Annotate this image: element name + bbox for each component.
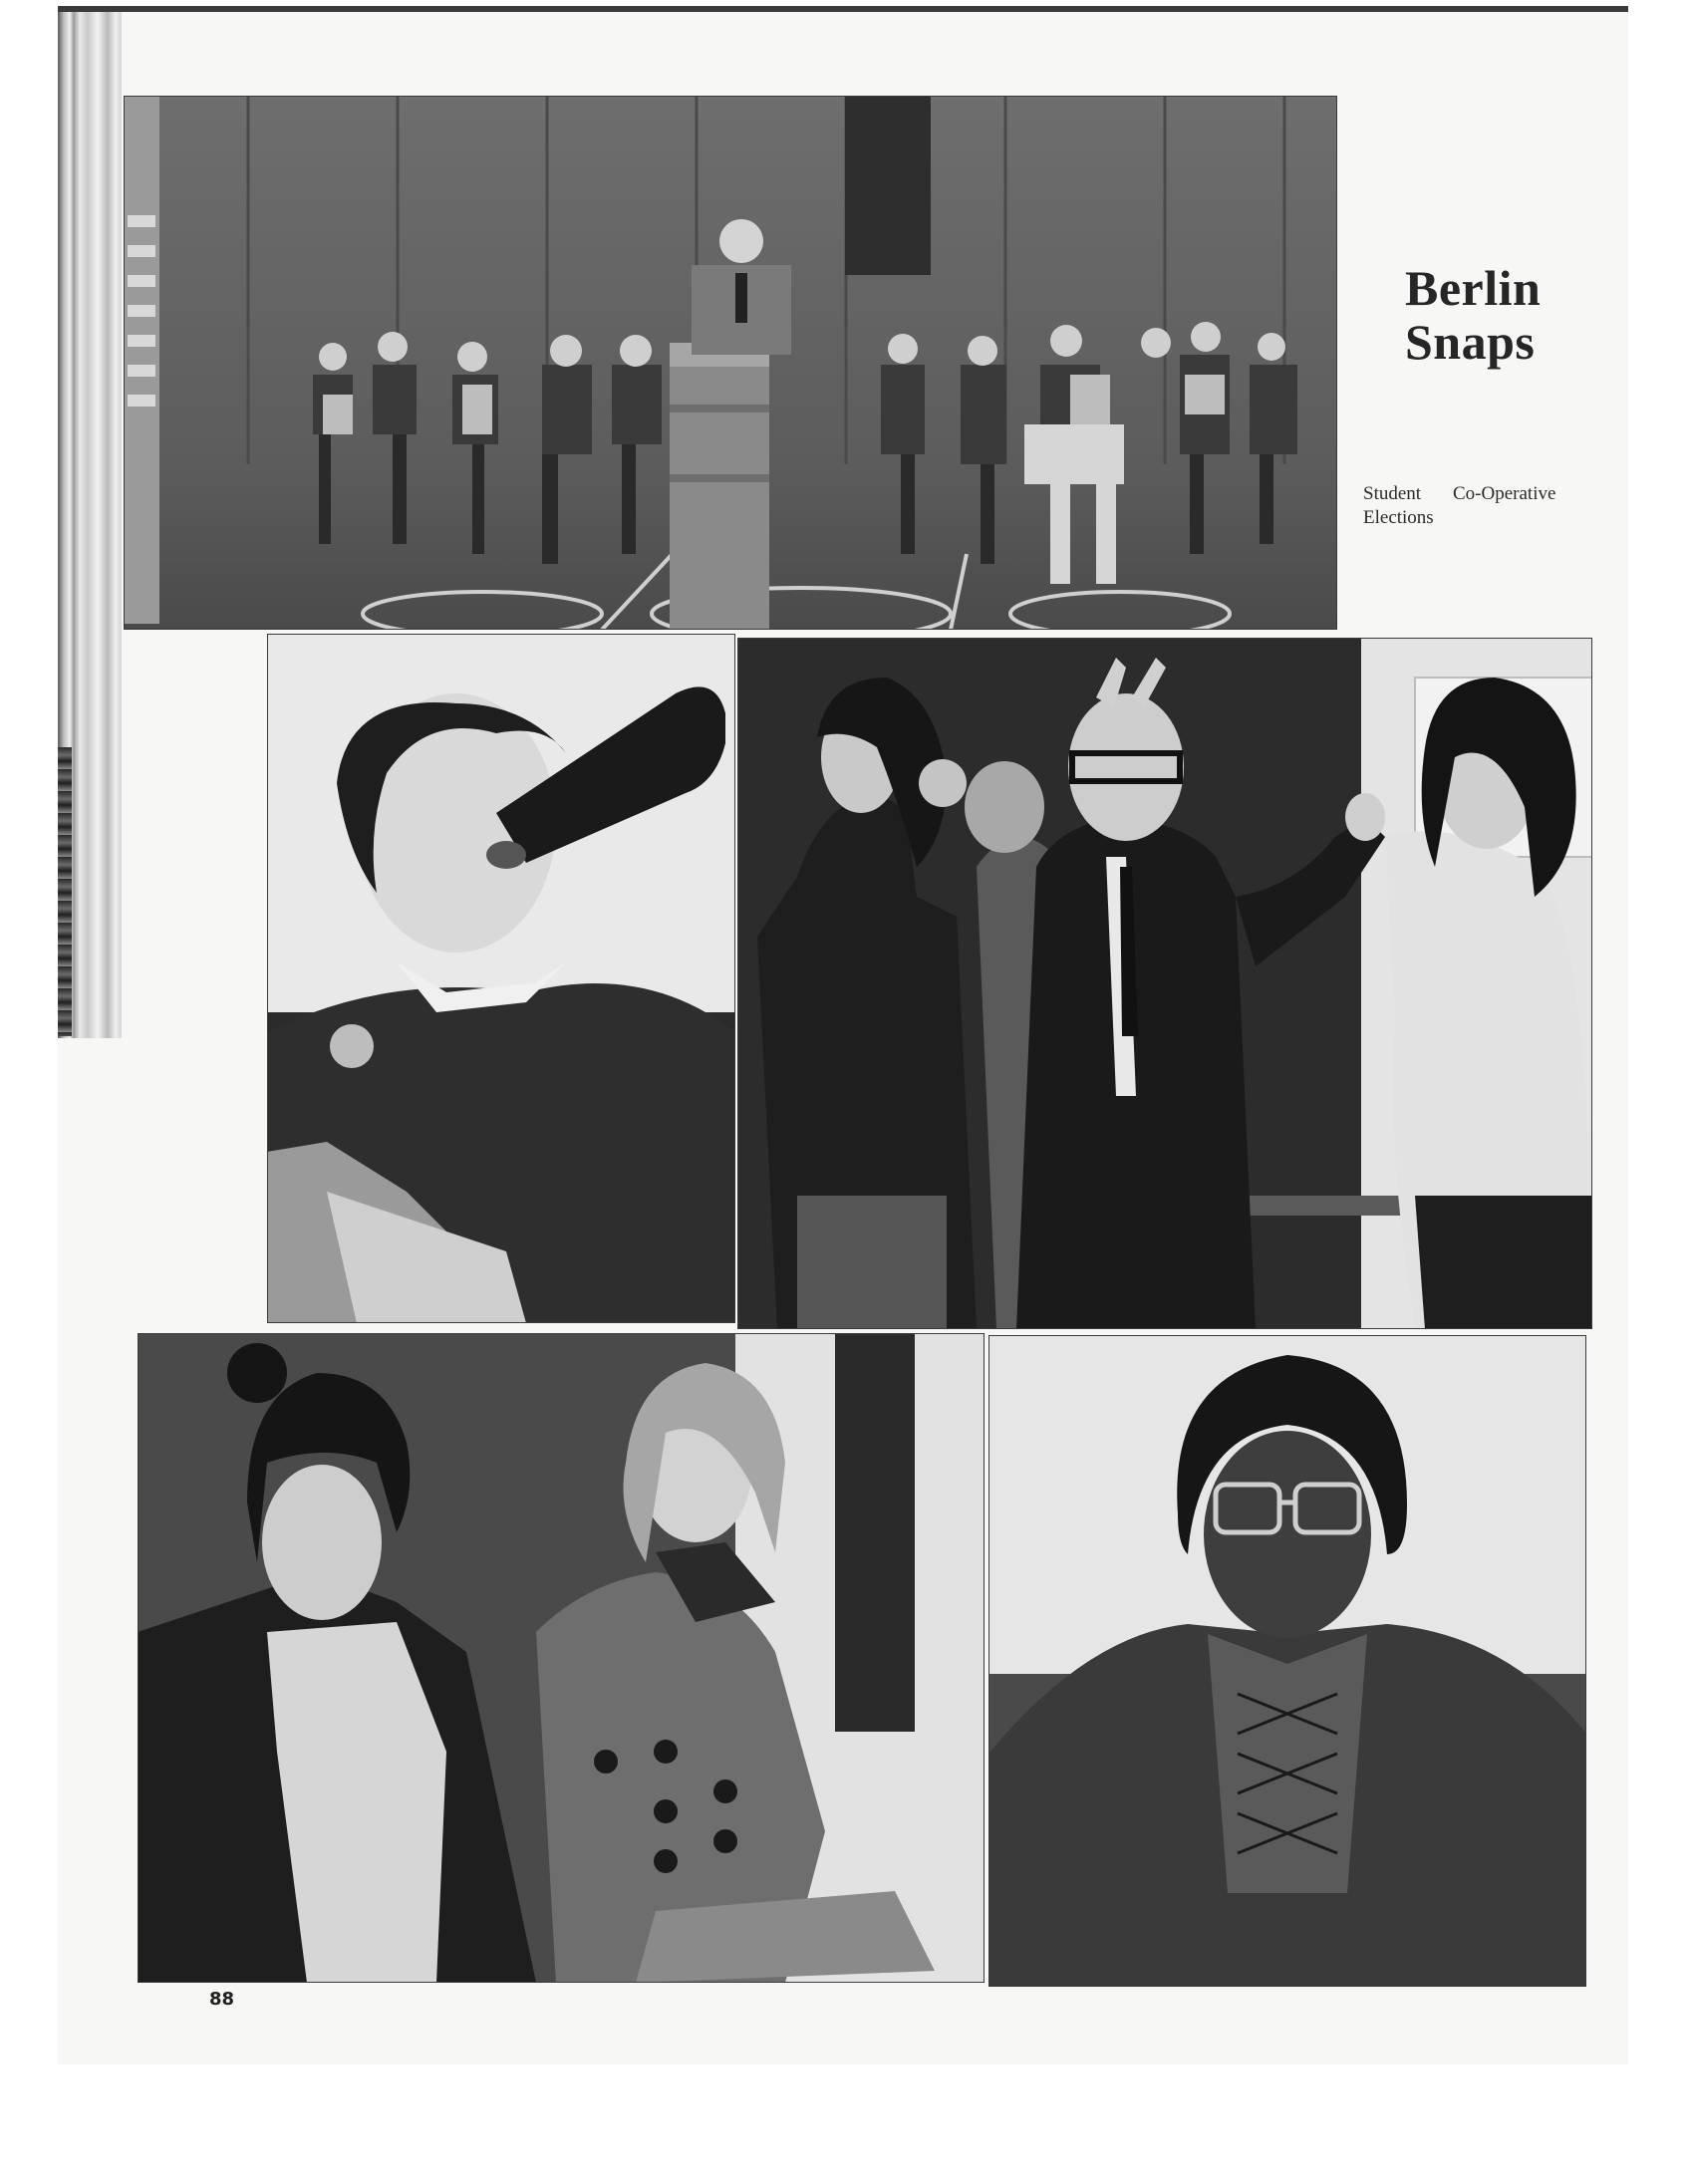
photo-teacher-bunny-ears [737, 638, 1592, 1329]
photo-student-election-assembly [124, 96, 1337, 630]
page-title [1405, 261, 1614, 369]
photo-two-students-seated [138, 1333, 985, 1983]
caption-word-student: Student [1363, 483, 1422, 504]
photo-student-drinking-bottle [267, 634, 735, 1323]
page-title-line2: Snaps [1405, 313, 1536, 370]
binding-edge-strip [58, 747, 72, 1036]
caption-word-cooperative: Co-Operative [1453, 483, 1556, 504]
page-number: 88 [209, 1989, 235, 2010]
page-title-line1: Berlin [1405, 259, 1542, 316]
caption-word-elections: Elections [1363, 507, 1434, 528]
photo-student-portrait-glasses [988, 1335, 1586, 1987]
photo-caption [1363, 482, 1588, 530]
